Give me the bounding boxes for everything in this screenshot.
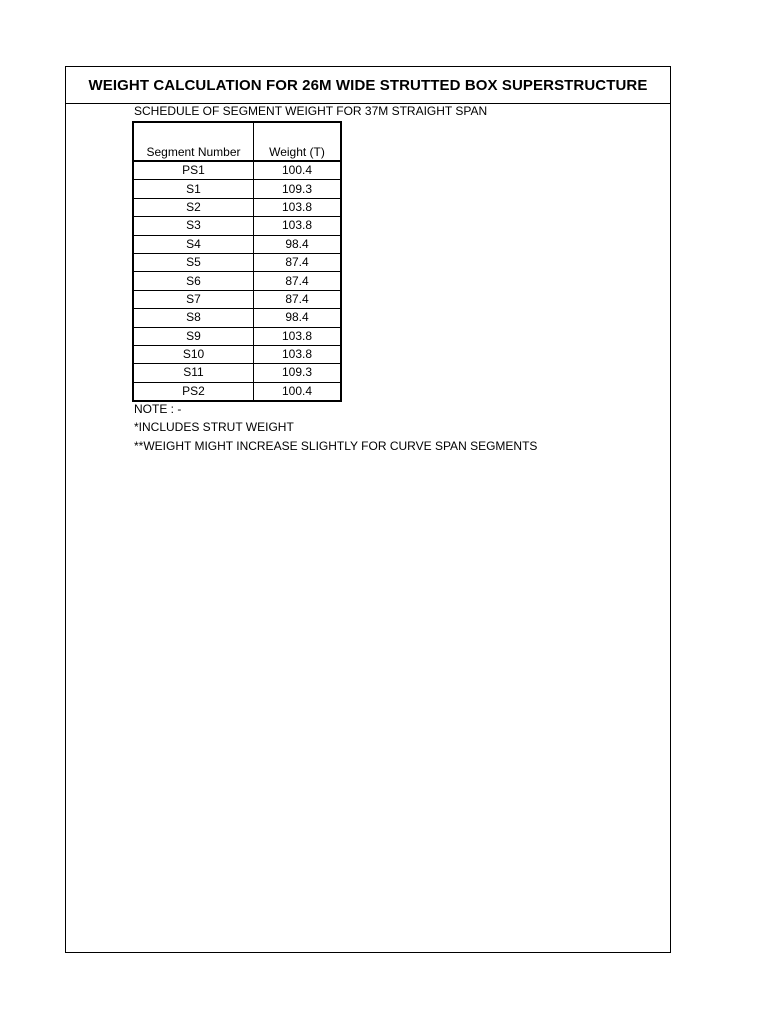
segment-cell: S11: [133, 364, 254, 382]
table-row: [133, 364, 341, 382]
table-row: [133, 235, 341, 253]
table-row: [133, 161, 341, 180]
weight-cell: 103.8: [254, 217, 342, 235]
weight-cell: 109.3: [254, 364, 342, 382]
header-weight: Weight (T): [254, 122, 342, 161]
weight-cell: 87.4: [254, 253, 342, 271]
weight-cell: 103.8: [254, 327, 342, 345]
table-row: [133, 180, 341, 198]
table-header-row: [133, 122, 341, 161]
segment-cell: S7: [133, 290, 254, 308]
header-segment-number: Segment Number: [133, 122, 254, 161]
note-item: *INCLUDES STRUT WEIGHT: [134, 420, 294, 435]
segment-cell: S3: [133, 217, 254, 235]
segment-cell: S1: [133, 180, 254, 198]
table-row: [133, 253, 341, 271]
segment-cell: S5: [133, 253, 254, 271]
notes-heading: NOTE : -: [134, 402, 182, 416]
table-row: [133, 345, 341, 363]
segment-cell: S9: [133, 327, 254, 345]
table-row: [133, 198, 341, 216]
segment-weight-table: [132, 121, 342, 402]
weight-cell: 100.4: [254, 161, 342, 180]
segment-cell: PS1: [133, 161, 254, 180]
table-row: [133, 382, 341, 401]
weight-cell: 103.8: [254, 345, 342, 363]
weight-cell: 87.4: [254, 272, 342, 290]
notes-block: [134, 400, 537, 455]
weight-cell: 103.8: [254, 198, 342, 216]
segment-cell: S2: [133, 198, 254, 216]
table-row: [133, 272, 341, 290]
document-title: WEIGHT CALCULATION FOR 26M WIDE STRUTTED BOX SUPERSTRUCTURE: [88, 76, 648, 94]
weight-cell: 98.4: [254, 309, 342, 327]
table-row: [133, 217, 341, 235]
segment-cell: S10: [133, 345, 254, 363]
segment-cell: S6: [133, 272, 254, 290]
weight-cell: 98.4: [254, 235, 342, 253]
title-row: [66, 67, 670, 104]
table-row: [133, 290, 341, 308]
weight-cell: 87.4: [254, 290, 342, 308]
weight-cell: 100.4: [254, 382, 342, 401]
segment-cell: PS2: [133, 382, 254, 401]
schedule-caption: SCHEDULE OF SEGMENT WEIGHT FOR 37M STRAIGHT SPAN: [134, 104, 488, 118]
note-item: **WEIGHT MIGHT INCREASE SLIGHTLY FOR CURVE SPAN SEGMENTS: [134, 438, 538, 453]
segment-cell: S8: [133, 309, 254, 327]
table-row: [133, 327, 341, 345]
table-row: [133, 309, 341, 327]
segment-cell: S4: [133, 235, 254, 253]
weight-cell: 109.3: [254, 180, 342, 198]
